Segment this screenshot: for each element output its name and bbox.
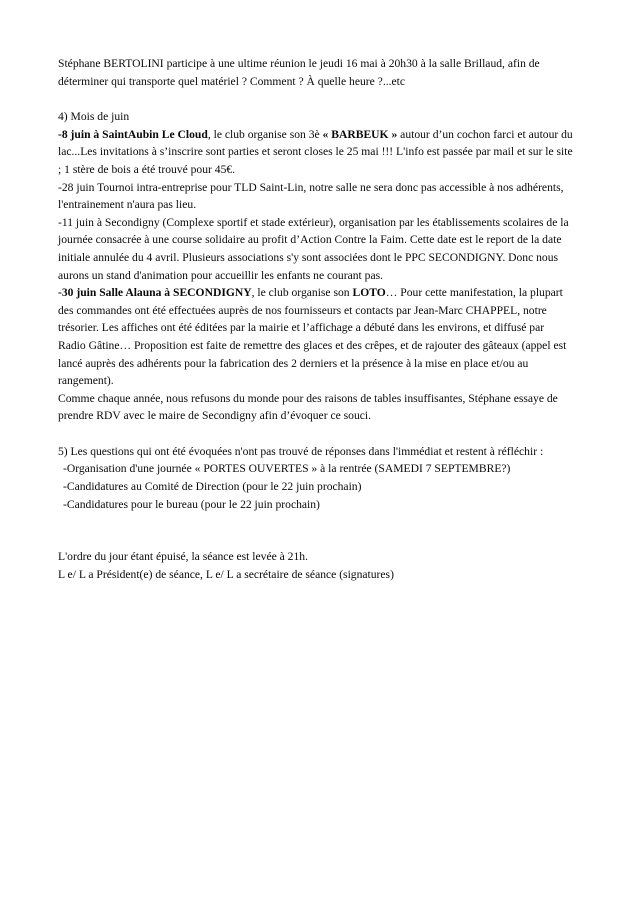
- paragraph-june-11: -11 juin à Secondigny (Complexe sportif et stade extérieur), organisation par les établissements scolaires de la journée consacrée à une course solidaire au profit d’Action Contre la Faim. Cette date est le report de la date initiale annulée du 4 avril. Plusieurs associations s'y sont associées dont le PPC SECONDIGNY. Donc nous aurons un stand d'animation pour accueillir les enfants ne courant pas.: [58, 215, 569, 282]
- heading-section-5: 5) Les questions qui ont été évoquées n'ont pas trouvé de réponses dans l'immédiat et restent à réfléchir :: [58, 444, 544, 458]
- heading-section-4: 4) Mois de juin: [58, 110, 130, 124]
- paragraph-june-28: -28 juin Tournoi intra-entreprise pour TLD Saint-Lin, notre salle ne sera donc pas accessible à nos adhérents, l'entrainement n'aura pas lieu.: [58, 180, 564, 212]
- june-30-mid-text: , le club organise son: [251, 286, 353, 300]
- closing-signatures: L e/ L a Président(e) de séance, L e/ L a secrétaire de séance (signatures): [58, 567, 394, 581]
- paragraph-june-30: [58, 284, 574, 390]
- paragraph-tables-issue: Comme chaque année, nous refusons du monde pour des raisons de tables insuffisantes, Stéphane essaye de prendre RDV avec le maire de Secondigny afin d’évoquer ce souci.: [58, 391, 558, 423]
- paragraph-gap: [58, 90, 574, 108]
- june-30-bold-lead: -30 juin Salle Alauna à SECONDIGNY: [58, 286, 252, 300]
- june-8-rest-text: autour d’un cochon farci et autour du lac...Les invitations à s’inscrire sont parties et seront closes le 25 mai !!! L'info est passée par mail et sur le site ; 1 stère de bois a été trouvé pour 45€.: [58, 127, 573, 176]
- paragraph-gap-2: [58, 425, 574, 443]
- document-body: [58, 55, 574, 583]
- list-item-bureau: -Candidatures pour le bureau (pour le 22 juin prochain): [63, 497, 320, 511]
- june-8-bold-lead: -8 juin à SaintAubin Le Cloud: [58, 127, 208, 141]
- paragraph-intro: Stéphane BERTOLINI participe à une ultime réunion le jeudi 16 mai à 20h30 à la salle Brillaud, afin de déterminer qui transporte quel matériel ? Comment ? À quelle heure ?...etc: [58, 57, 540, 88]
- paragraph-june-8: [58, 126, 574, 179]
- june-8-bold-barbeuk: « BARBEUK »: [322, 127, 398, 141]
- list-item-comite-direction: -Candidatures au Comité de Direction (pour le 22 juin prochain): [63, 480, 362, 494]
- paragraph-gap-3: [58, 513, 574, 548]
- list-item-portes-ouvertes: -Organisation d'une journée « PORTES OUVERTES » à la rentrée (SAMEDI 7 SEPTEMBRE?): [63, 462, 511, 476]
- june-30-bold-loto: LOTO: [352, 286, 386, 300]
- closing-adjournment: L'ordre du jour étant épuisé, la séance est levée à 21h.: [58, 550, 308, 564]
- june-8-mid-text: , le club organise son 3è: [207, 127, 323, 141]
- june-30-rest-text: … Pour cette manifestation, la plupart des commandes ont été effectuées auprès de nos fournisseurs et contacts par Jean-Marc CHAPPEL, notre trésorier. Les affiches ont été éditées par la mairie et l’affichage a débuté dans les environs, et diffusé par Radio Gâtine… Proposition est faite de remettre des glaces et des crêpes, et de rajouter des gâteaux (appel est lancé auprès des adhérents pour la fabrication des 2 derniers et la présence à la mise en place et/ou au rangement).: [58, 286, 567, 388]
